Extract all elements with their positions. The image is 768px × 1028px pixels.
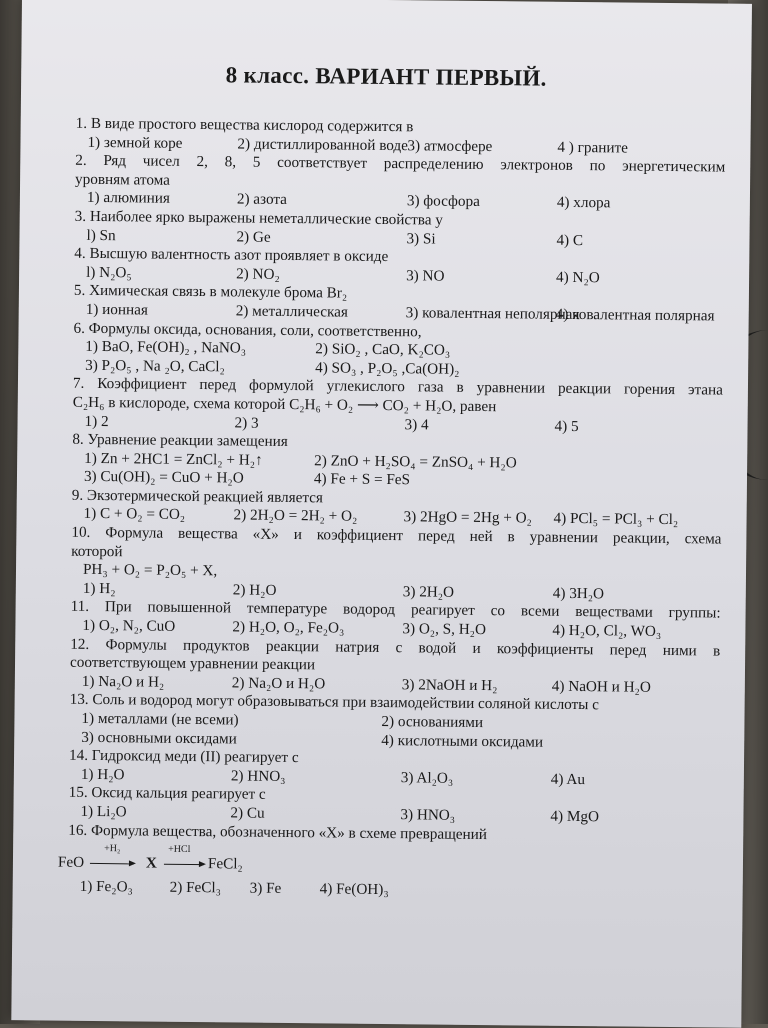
answer-option: 3) Cu(OH)₂ = CuO + H₂O bbox=[83, 468, 244, 487]
answer-option: 3) 2H₂O bbox=[402, 583, 455, 601]
question-text: 5. Химическая связь в молекуле брома Br₂ bbox=[73, 282, 348, 302]
answer-option: 3) O₂, S, H₂O bbox=[402, 620, 487, 639]
answer-option: 1) 2 bbox=[84, 412, 109, 430]
answer-option: 1) ионная bbox=[85, 300, 148, 319]
answer-option: 3) P₂O₅ , Na ₂O, CaCl₂ bbox=[85, 356, 225, 376]
answer-option: 1) C + O₂ = CO₂ bbox=[83, 505, 186, 524]
answer-option: 2) азота bbox=[236, 190, 288, 209]
scheme-reagent-1: +H₂ bbox=[104, 843, 121, 855]
answer-option: 3) HNO₃ bbox=[400, 806, 456, 824]
scheme-end: FeCl₂ bbox=[207, 855, 243, 873]
answer-option: 1) BaO, Fe(OH)₂ , NaNO₃ bbox=[85, 337, 247, 357]
answer-option: 1) Zn + 2HC1 = ZnCl₂ + H₂↑ bbox=[84, 449, 263, 469]
answer-option: 2) Na₂O и H₂O bbox=[231, 674, 326, 693]
answer-options bbox=[68, 878, 718, 907]
answer-option: 4) H₂O, Cl₂, WO₃ bbox=[552, 621, 662, 640]
question-text: 12. Формулы продуктов реакции натрия с водой и коэффициенты перед ними в bbox=[70, 635, 721, 660]
question-text: соответствующем уравнении реакции bbox=[69, 653, 316, 674]
answer-option: 4) кислотными оксидами bbox=[381, 731, 544, 751]
answer-option: 1) металлами (не всеми) bbox=[81, 709, 239, 729]
answer-option: 2) H₂O bbox=[232, 581, 277, 599]
answer-option: 4) Au bbox=[550, 770, 586, 788]
answer-option: 4) C bbox=[556, 231, 584, 249]
answer-option: 3) Fe bbox=[249, 879, 282, 898]
question-text: которой bbox=[71, 542, 123, 560]
answer-option: 2) основаниями bbox=[381, 712, 484, 732]
answer-option: 4) SO₃ , P₂O₅ ,Ca(OH)₂ bbox=[315, 358, 460, 378]
conversion-scheme bbox=[57, 840, 718, 881]
question-text: 10. Формула вещества «X» и коэффициент перед ней в уравнении реакции, схема bbox=[71, 523, 722, 548]
question-text: 1. В виде простого вещества кислород содержится в bbox=[75, 114, 414, 136]
question-text: 14. Гидроксид меди (II) реагирует с bbox=[68, 746, 299, 767]
question-text: 6. Формулы оксида, основания, соли, соответственно, bbox=[73, 319, 422, 340]
answer-option: 2) Ge bbox=[236, 228, 271, 246]
answer-option: PH₃ + O₂ = P₂O₅ + X, bbox=[82, 561, 218, 580]
answer-option: 2) металлическая bbox=[235, 302, 348, 321]
question-text: 8. Уравнение реакции замещения bbox=[72, 430, 288, 451]
answer-option: 3) 2HgO = 2Hg + O₂ bbox=[403, 508, 532, 528]
answer-option: 4) N₂O bbox=[556, 268, 600, 286]
answer-option: 2) ZnO + H₂SO₄ = ZnSO₄ + H₂O bbox=[314, 451, 517, 472]
question-text: C₂H₆ в кислороде, схема которой C₂H₆ + O₂ ⟶ CO₂ + H₂O, равен bbox=[72, 393, 497, 416]
answer-option: 4 ) граните bbox=[557, 138, 629, 157]
paper-sheet bbox=[11, 0, 752, 1028]
answer-option: 1) H₂ bbox=[82, 579, 116, 598]
question-text: 11. При повышенной температуре водород реагирует со всеми веществами группы: bbox=[70, 598, 721, 622]
answer-option: 2) NO₂ bbox=[236, 265, 280, 283]
answer-option: 1) земной коре bbox=[87, 133, 183, 152]
answer-option: 1) Li₂O bbox=[80, 802, 127, 821]
scheme-arrow bbox=[164, 864, 204, 865]
page-title: 8 класс. ВАРИАНТ ПЕРВЫЙ. bbox=[225, 62, 547, 91]
answer-option: 2) FeCl₃ bbox=[169, 878, 222, 897]
answer-option: l) Sn bbox=[86, 226, 116, 244]
answer-option: 3) ковалентная неполярная bbox=[405, 304, 580, 323]
answer-option: 2) Cu bbox=[230, 804, 265, 822]
question-text: 3. Наиболее ярко выражены неметаллические свойства у bbox=[74, 207, 444, 229]
question-text: 7. Коэффициент перед формулой углекислого газа в уравнении реакции горения этана bbox=[72, 375, 724, 399]
scheme-start: FeO bbox=[57, 853, 85, 872]
answer-option: 4) Fe + S = FeS bbox=[313, 470, 411, 489]
answer-option: 1) O₂, N₂, CuO bbox=[82, 616, 176, 635]
answer-option: 3) Si bbox=[406, 229, 436, 248]
answer-option: 4) 5 bbox=[554, 417, 579, 435]
answer-option: 3) NO bbox=[406, 266, 445, 285]
question-text: 2. Ряд чисел 2, 8, 5 соответствует распределению электронов по энергетическим bbox=[75, 151, 726, 176]
answer-option: 1) Fe₂O₃ bbox=[79, 877, 133, 896]
answer-option: 4) ковалентная полярная bbox=[555, 305, 715, 325]
question-text: 13. Соль и водород могут образовываться при взаимодействии соляной кислоты с bbox=[69, 691, 600, 714]
answer-option: 4) хлора bbox=[556, 194, 611, 212]
answer-option: 2) 2H₂O = 2H₂ + O₂ bbox=[233, 506, 358, 526]
answer-option: 3) атмосфере bbox=[407, 136, 493, 155]
answer-option: 4) PCl₅ = PCl₃ + Cl₂ bbox=[553, 510, 679, 529]
question-text: уровням атома bbox=[75, 170, 171, 189]
scheme-reagent-2: +HCl bbox=[168, 843, 191, 856]
question-text: 9. Экзотермической реакцией является bbox=[71, 486, 324, 507]
answer-option: 4) MgO bbox=[550, 807, 600, 826]
answer-option: 2) H₂O, O₂, Fe₂O₃ bbox=[232, 618, 345, 637]
answer-option: 2) дистиллированной воде bbox=[237, 135, 409, 154]
answer-option: 4) NaOH и H₂O bbox=[551, 677, 651, 696]
answer-option: 3) 2NaOH и H₂ bbox=[401, 676, 498, 695]
scheme-middle: X bbox=[145, 854, 158, 872]
answer-option: 2) HNO₃ bbox=[230, 767, 286, 785]
answer-option: 4) 3H₂O bbox=[552, 584, 605, 603]
answer-option: 3) 4 bbox=[404, 415, 429, 433]
answer-option: 3) фосфора bbox=[406, 192, 480, 211]
answer-option: 1) H₂O bbox=[80, 765, 125, 784]
answer-option: 4) Fe(OH)₃ bbox=[319, 880, 389, 899]
test-content bbox=[57, 114, 726, 907]
question-text: 15. Оксид кальция реагирует с bbox=[68, 784, 266, 804]
question-text: 16. Формула вещества, обозначенного «X» в схеме превращений bbox=[68, 821, 488, 843]
answer-option: 3) Al₂O₃ bbox=[400, 768, 454, 787]
answer-option: 1) алюминия bbox=[86, 189, 171, 208]
answer-option: l) N₂O₅ bbox=[86, 263, 132, 282]
question-text: 4. Высшую валентность азот проявляет в оксиде bbox=[74, 244, 389, 266]
answer-option: 2) SiO₂ , CaO, K₂CO₃ bbox=[315, 340, 451, 359]
answer-option: 1) Na₂O и H₂ bbox=[81, 672, 165, 691]
scheme-arrow bbox=[90, 863, 134, 864]
answer-option: 2) 3 bbox=[234, 413, 259, 432]
answer-option: 3) основными оксидами bbox=[81, 728, 237, 748]
